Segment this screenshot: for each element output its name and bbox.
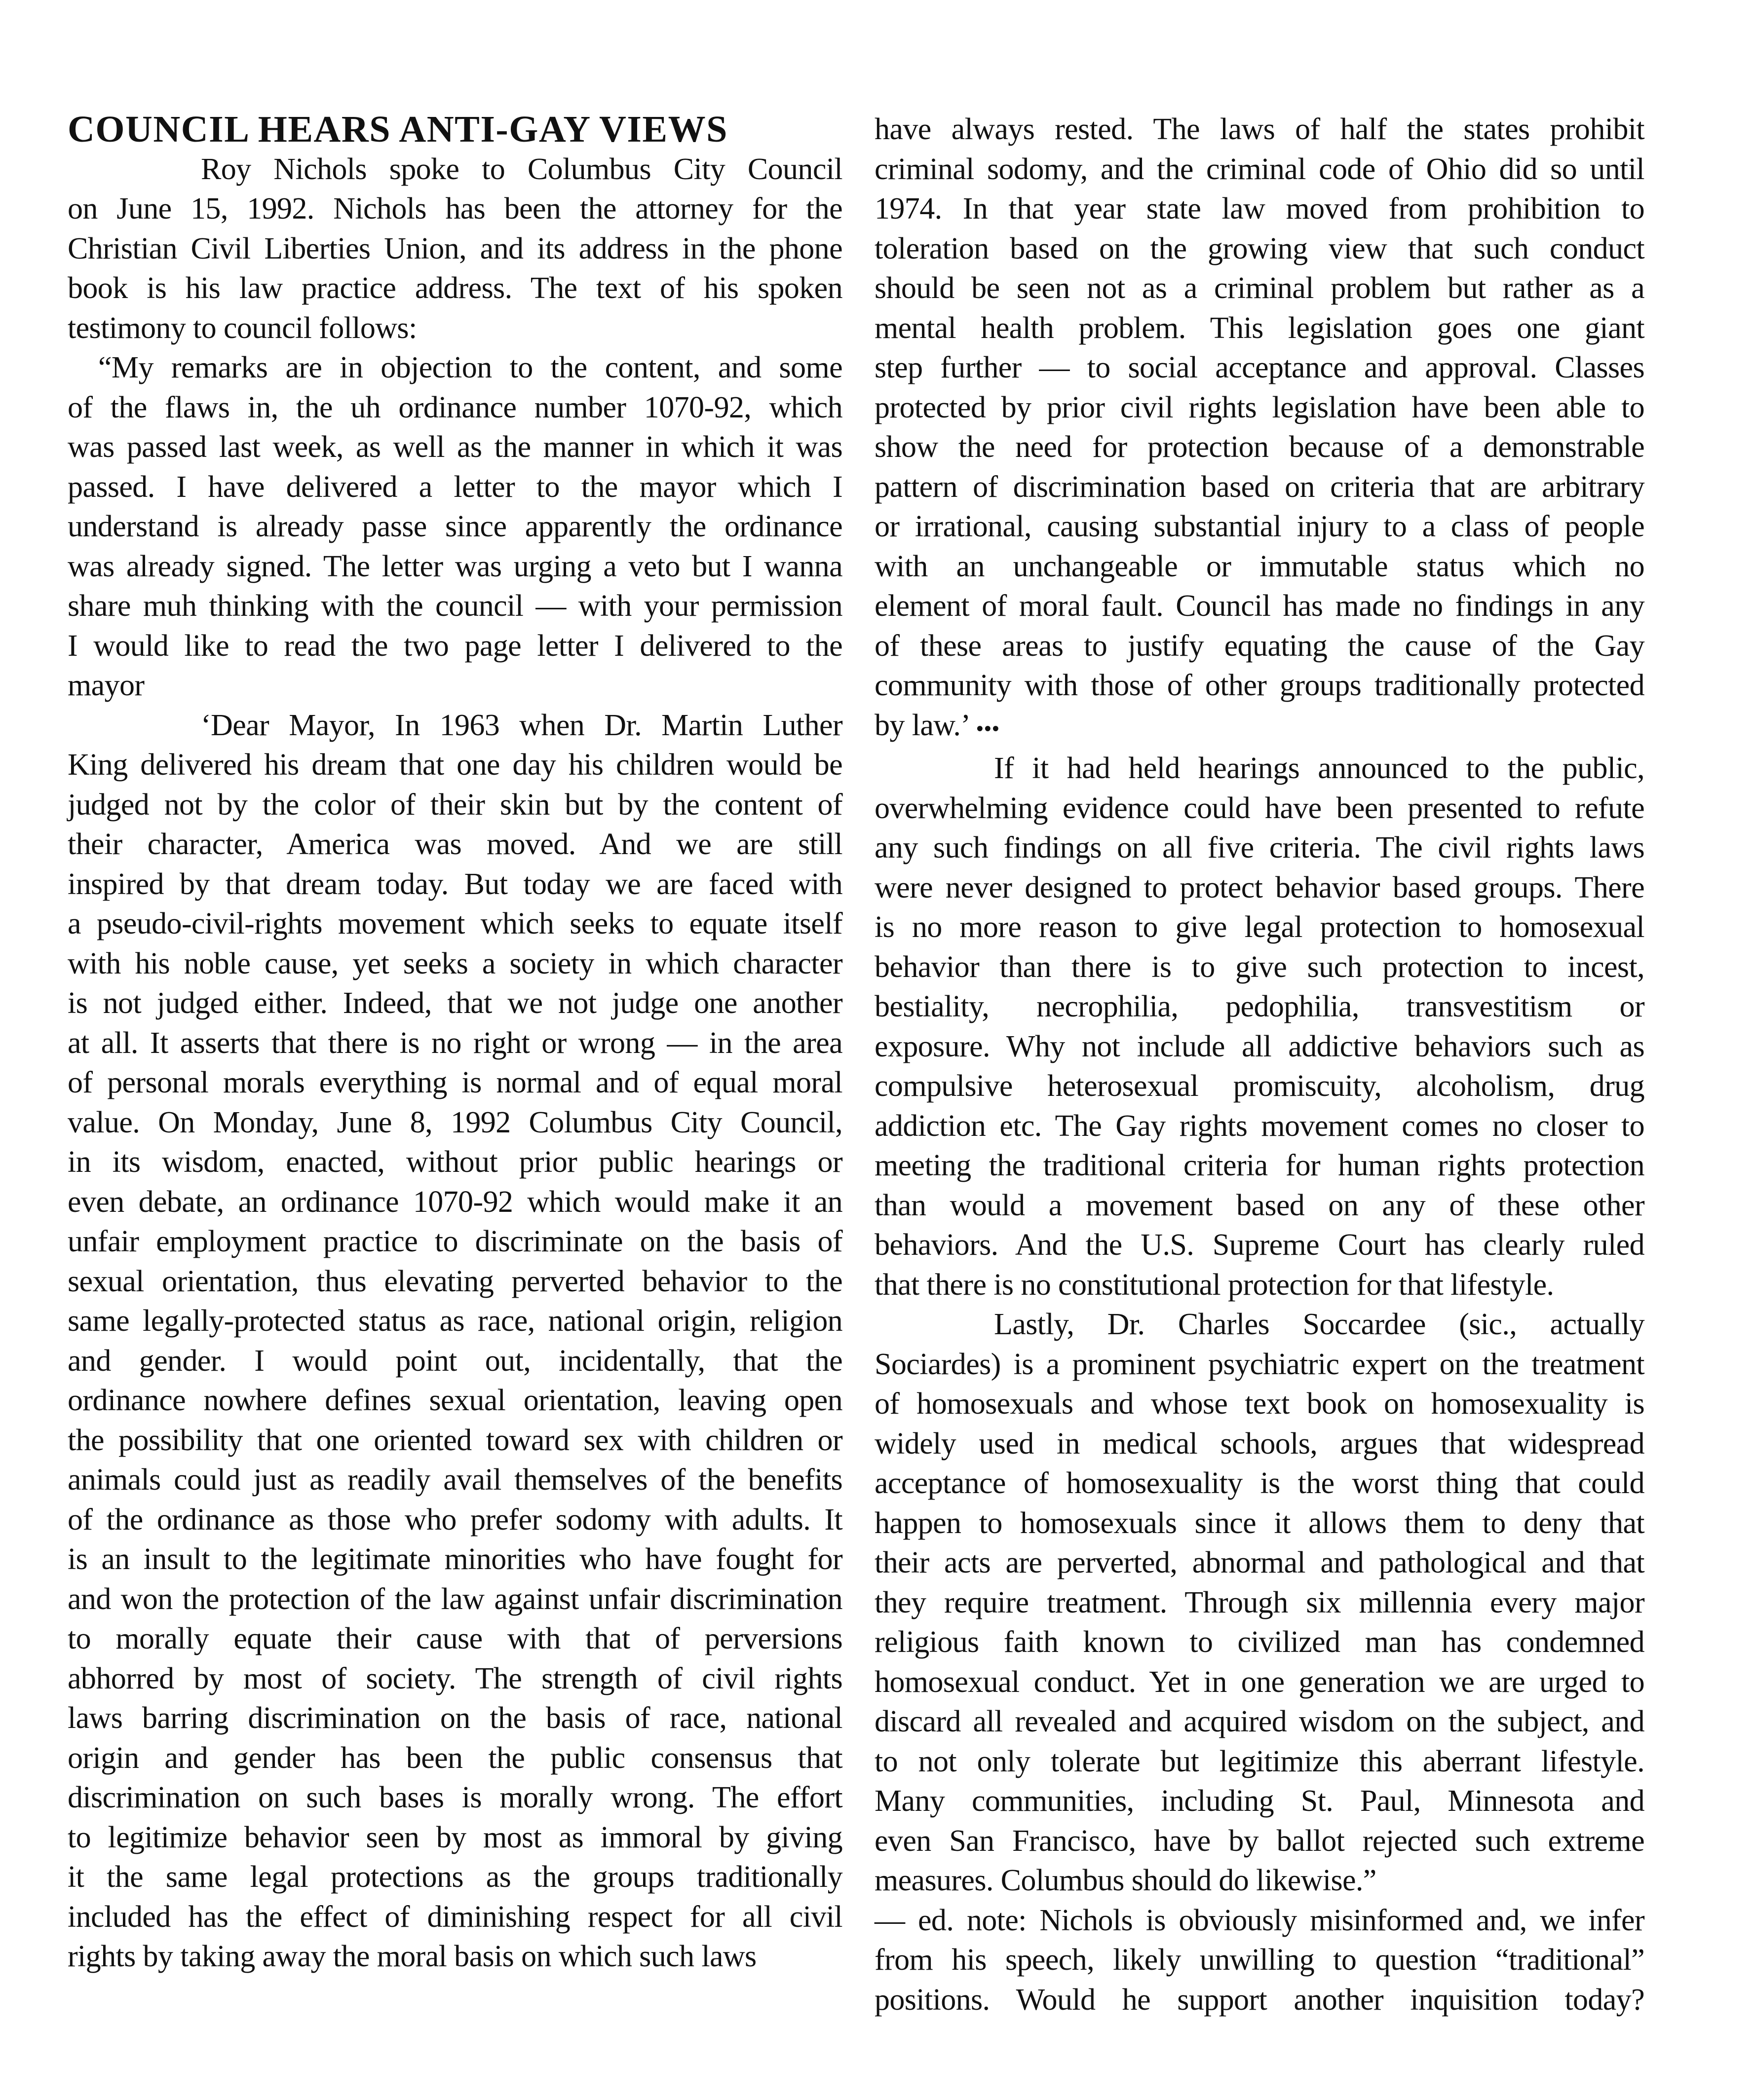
text-line: origin and gender has been the public consensus that [68, 1741, 842, 1775]
text-line: acceptance of homosexuality is the worst thing that could [875, 1466, 1644, 1500]
text-line: of these areas to justify equating the cause of the Gay [875, 629, 1644, 663]
text-line: or irrational, causing substantial injury to a class of people [875, 510, 1644, 543]
text-line: by law.’ ••• [875, 708, 1000, 742]
text-line: on June 15, 1992. Nichols has been the attorney for the [68, 192, 842, 225]
text-line: is not judged either. Indeed, that we not judge one another [68, 986, 842, 1020]
text-line: to morally equate their cause with that of perversions [68, 1622, 842, 1655]
text-line: same legally-protected status as race, national origin, religion [68, 1304, 842, 1338]
text-line: their character, America was moved. And we are still [68, 827, 842, 861]
text-line: Lastly, Dr. Charles Soccardee (sic., actually [994, 1308, 1644, 1341]
text-line: a pseudo-civil-rights movement which seeks to equate itself [68, 907, 842, 940]
text-line: King delivered his dream that one day his children would be [68, 748, 842, 782]
text-line: meeting the traditional criteria for human rights protection [875, 1149, 1644, 1182]
text-line: show the need for protection because of a demonstrable [875, 430, 1644, 464]
left-column [68, 110, 842, 1977]
text-line: criminal sodomy, and the criminal code of Ohio did so until [875, 152, 1644, 186]
text-line: from his speech, likely unwilling to question “traditional” [875, 1943, 1644, 1977]
text-line: Many communities, including St. Paul, Minnesota and [875, 1784, 1644, 1818]
text-line: was already signed. The letter was urging a veto but I wanna [68, 549, 842, 583]
text-line: included has the effect of diminishing respect for all civil [68, 1900, 842, 1934]
text-line: happen to homosexuals since it allows them to deny that [875, 1506, 1644, 1540]
text-line: element of moral fault. Council has made no findings in any [875, 589, 1644, 623]
hearings-paragraph [875, 749, 1644, 1305]
text-line: at all. It asserts that there is no right or wrong — in the area [68, 1026, 842, 1060]
text-line: than would a movement based on any of these other [875, 1188, 1644, 1222]
text-line: is no more reason to give legal protection to homosexual [875, 910, 1644, 944]
text-line: bestiality, necrophilia, pedophilia, transvestitism or [875, 990, 1644, 1023]
text-line: discard all revealed and acquired wisdom on the subject, and [875, 1705, 1644, 1738]
text-line: even San Francisco, have by ballot rejected such extreme [875, 1824, 1644, 1858]
text-line: measures. Columbus should do likewise.” [875, 1864, 1376, 1897]
text-line: community with those of other groups traditionally protected [875, 669, 1644, 702]
text-line: Roy Nichols spoke to Columbus City Council [201, 152, 842, 186]
text-line: abhorred by most of society. The strength of civil rights [68, 1661, 842, 1695]
text-line: unfair employment practice to discriminate on the basis of [68, 1225, 842, 1258]
text-line: I would like to read the two page letter I delivered to the [68, 629, 842, 663]
text-line: pattern of discrimination based on criteria that are arbitrary [875, 470, 1644, 504]
text-line: and gender. I would point out, incidentally, that the [68, 1344, 842, 1378]
text-line: addiction etc. The Gay rights movement comes no closer to [875, 1109, 1644, 1143]
text-line: of the ordinance as those who prefer sodomy with adults. It [68, 1502, 842, 1537]
text-line: have always rested. The laws of half the states prohibit [875, 112, 1644, 146]
text-line: step further — to social acceptance and approval. Classes [875, 351, 1644, 384]
remarks-paragraph [68, 348, 842, 706]
text-line: in its wisdom, enacted, without prior public hearings or [68, 1145, 842, 1179]
text-line: laws barring discrimination on the basis of race, national [68, 1701, 842, 1735]
text-line: share muh thinking with the council — with your permission [68, 589, 842, 623]
text-line: mayor [68, 669, 145, 702]
text-line: widely used in medical schools, argues that widespread [875, 1426, 1644, 1461]
text-line: their acts are perverted, abnormal and pathological and that [875, 1546, 1644, 1579]
text-line: passed. I have delivered a letter to the mayor which I [68, 470, 842, 504]
text-line: the possibility that one oriented toward sex with children or [68, 1423, 842, 1457]
text-line: protected by prior civil rights legislation have been able to [875, 390, 1644, 424]
text-line: to legitimize behavior seen by most as immoral by giving [68, 1820, 842, 1854]
text-line: religious faith known to civilized man has condemned [875, 1625, 1644, 1659]
text-line: exposure. Why not include all addictive behaviors such as [875, 1029, 1644, 1063]
text-line: were never designed to protect behavior based groups. There [875, 870, 1644, 904]
text-line: book is his law practice address. The text of his spoken [68, 271, 842, 305]
text-line: of the flaws in, the uh ordinance number 1070-92, which [68, 390, 842, 424]
text-line: to not only tolerate but legitimize this aberrant lifestyle. [875, 1744, 1644, 1778]
article-headline: COUNCIL HEARS ANTI-GAY VIEWS [68, 109, 728, 150]
text-line: is an insult to the legitimate minorities who have fought for [68, 1542, 842, 1576]
lastly-paragraph [875, 1305, 1644, 1901]
text-line: If it had held hearings announced to the public, [994, 751, 1644, 785]
text-line: animals could just as readily avail themselves of the benefits [68, 1463, 842, 1497]
text-line: and won the protection of the law against unfair discrimination [68, 1582, 842, 1616]
text-line: understand is already passe since apparently the ordinance [68, 510, 842, 543]
text-line: Christian Civil Liberties Union, and its address in the phone [68, 231, 842, 265]
text-line: inspired by that dream today. But today we are faced with [68, 867, 842, 901]
text-line: homosexual conduct. Yet in one generation we are urged to [875, 1665, 1644, 1699]
text-line: testimony to council follows: [68, 311, 417, 345]
text-line: that there is no constitutional protection for that lifestyle. [875, 1268, 1554, 1302]
text-line: overwhelming evidence could have been presented to refute [875, 791, 1644, 825]
text-line: it the same legal protections as the groups traditionally [68, 1860, 842, 1894]
text-line: rights by taking away the moral basis on which such laws [68, 1940, 757, 1973]
text-line: mental health problem. This legislation goes one giant [875, 311, 1644, 345]
text-line: behavior than there is to give such protection to incest, [875, 950, 1644, 984]
text-line: value. On Monday, June 8, 1992 Columbus City Council, [68, 1105, 842, 1139]
text-line: sexual orientation, thus elevating perverted behavior to the [68, 1264, 842, 1298]
text-line: 1974. In that year state law moved from prohibition to [875, 192, 1644, 225]
text-line: discrimination on such bases is morally wrong. The effort [68, 1781, 842, 1814]
text-line: with an unchangeable or immutable status which no [875, 549, 1644, 583]
section-break-bullets: ••• [970, 717, 1000, 740]
text-line: ‘Dear Mayor, In 1963 when Dr. Martin Luther [201, 708, 842, 742]
right-column [875, 110, 1644, 2020]
text-line: toleration based on the growing view that such conduct [875, 231, 1644, 265]
text-line: was passed last week, as well as the manner in which it was [68, 430, 842, 464]
text-line: they require treatment. Through six millennia every major [875, 1585, 1644, 1619]
text-line: positions. Would he support another inquisition today? [875, 1983, 1644, 2017]
text-line: even debate, an ordinance 1070-92 which would make it an [68, 1185, 842, 1219]
letter-continuation-paragraph [875, 110, 1644, 749]
text-line: should be seen not as a criminal problem but rather as a [875, 271, 1644, 305]
text-line: behaviors. And the U.S. Supreme Court has clearly ruled [875, 1228, 1644, 1262]
letter-paragraph [68, 706, 842, 1977]
intro-paragraph [68, 150, 842, 348]
text-line: “My remarks are in objection to the content, and some [98, 351, 842, 384]
text-line: — ed. note: Nichols is obviously misinformed and, we infer [875, 1903, 1644, 1937]
text-line: ordinance nowhere defines sexual orientation, leaving open [68, 1384, 842, 1417]
text-line: any such findings on all five criteria. The civil rights laws [875, 831, 1644, 864]
text-line: Sociardes) is a prominent psychiatric expert on the treatment [875, 1347, 1644, 1381]
text-line: compulsive heterosexual promiscuity, alcoholism, drug [875, 1069, 1644, 1103]
text-line: of homosexuals and whose text book on homosexuality is [875, 1387, 1644, 1421]
text-line: judged not by the color of their skin but by the content of [68, 788, 842, 822]
text-line: of personal morals everything is normal and of equal moral [68, 1066, 842, 1099]
text-line: with his noble cause, yet seeks a society in which character [68, 946, 842, 980]
editor-note-paragraph [875, 1901, 1644, 2020]
